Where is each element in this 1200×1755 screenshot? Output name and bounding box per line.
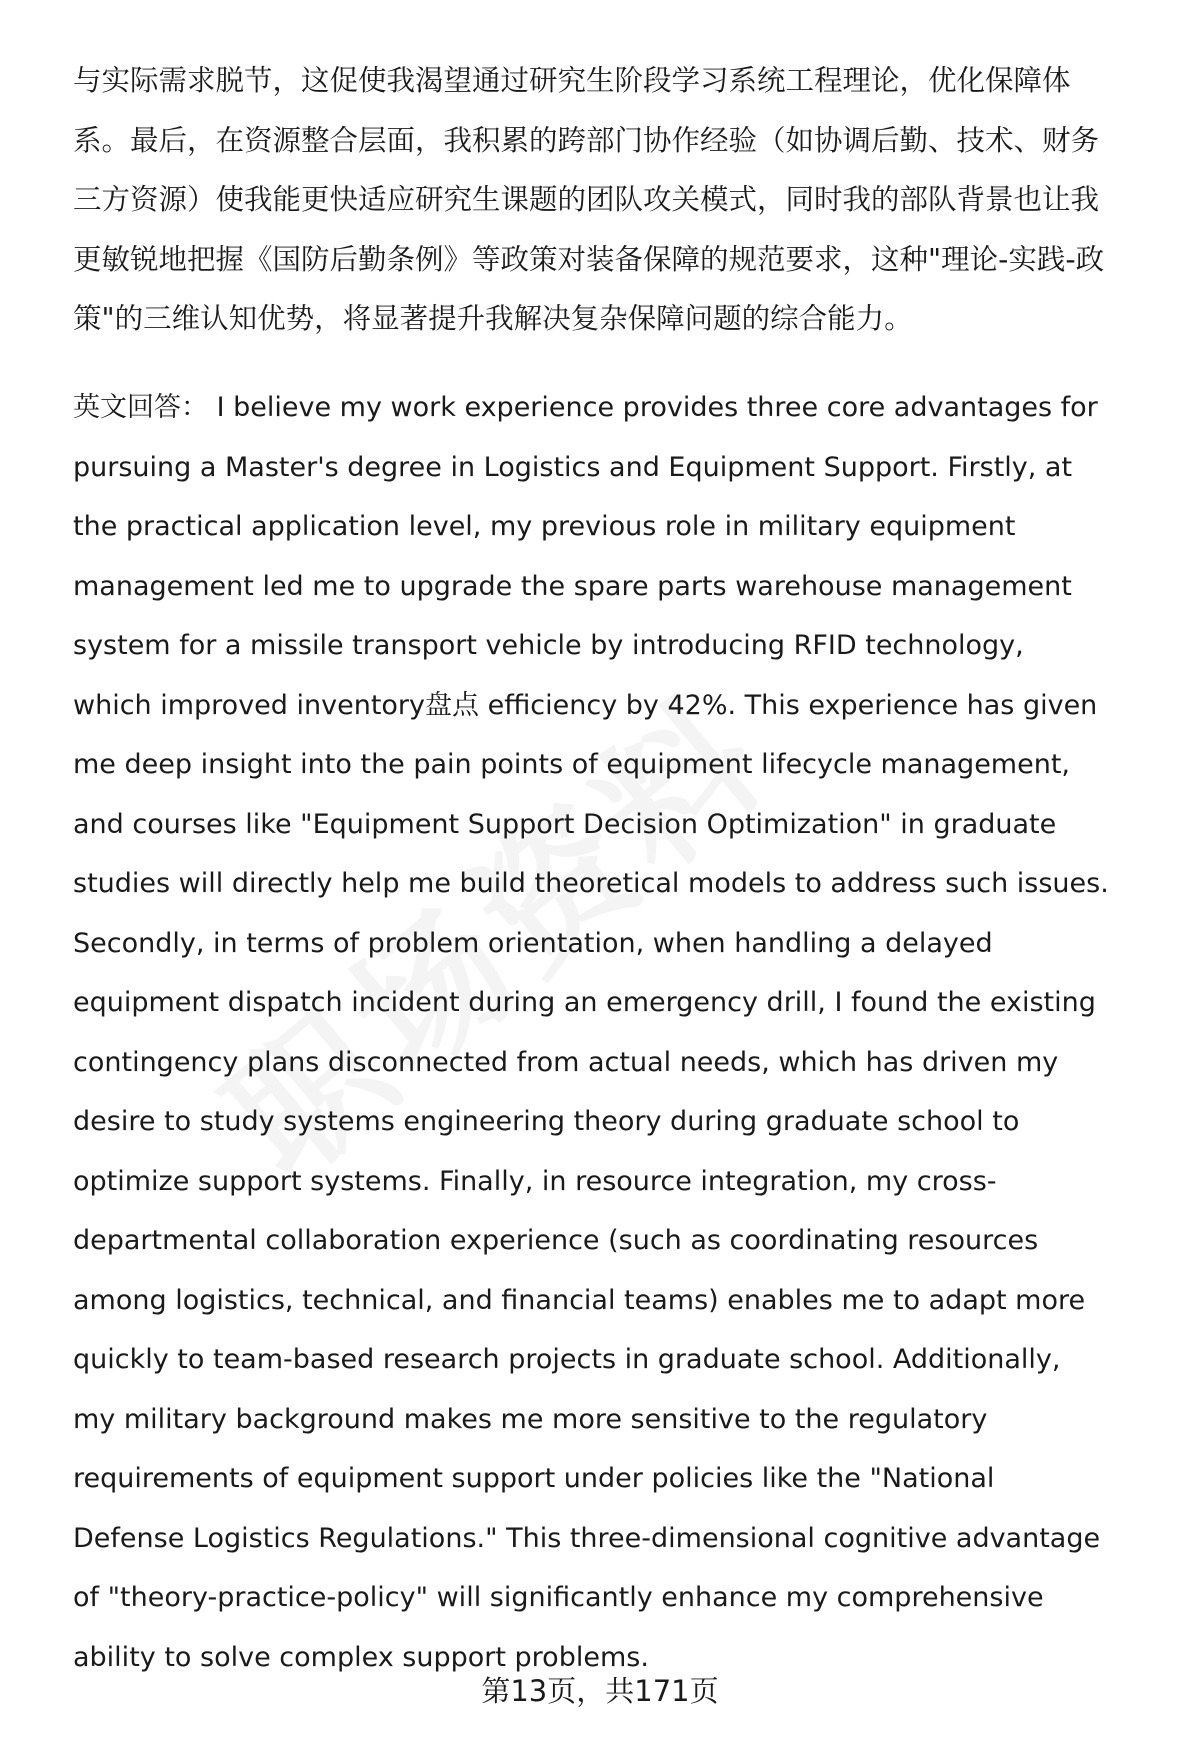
english-answer-paragraph: 英文回答： I believe my work experience provides three core advantages for pursuing a Master's degree in Logistics and Equipment Support. Firstly, at the practical application level, my previous role in military equipment management led me to upgrade the spare parts warehouse management system for a missile transport vehicle by introducing RFID technology, which improved inventory盘点 efficiency by 42%. This experience has given me deep insight into the pain points of equipment lifecycle management, and courses like "Equipment Support Decision Optimization" in graduate studies will directly help me build theoretical models to address such issues. Secondly, in terms of problem orientation, when handling a delayed equipment dispatch incident during an emergency drill, I found the existing contingency plans disconnected from actual needs, which has driven my desire to study systems engineering theory during graduate school to optimize support systems. Finally, in resource integration, my cross- departmental collaboration experience (such as coordinating resources among logistics, technical, and financial teams) enables me to adapt more quickly to team-based research projects in graduate school. Additionally, my military background makes me more sensitive to the regulatory requirements of equipment support under policies like the "National Defense Logistics Regulations." This three-dimensional cognitive advantage of "theory-practice-policy" will significantly enhance my comprehensive ability to solve complex support problems. (73, 392, 1109, 1673)
chinese-answer-paragraph: 与实际需求脱节，这促使我渴望通过研究生阶段学习系统工程理论，优化保障体 系。最后，在资源整合层面，我积累的跨部门协作经验（如协调后勤、技术、财务 三方资源）使我能更快适应研究生课题的团队攻关模式，同时我的部队背景也让我 更敏锐地把握《国防后勤条例》等政策对装备保障的规范要求，这种"理论-实践-政 策"的三维认知优势，将显著提升我解决复杂保障问题的综合能力。 (73, 64, 1105, 335)
page-number-footer: 第13页，共171页 (481, 1674, 719, 1708)
